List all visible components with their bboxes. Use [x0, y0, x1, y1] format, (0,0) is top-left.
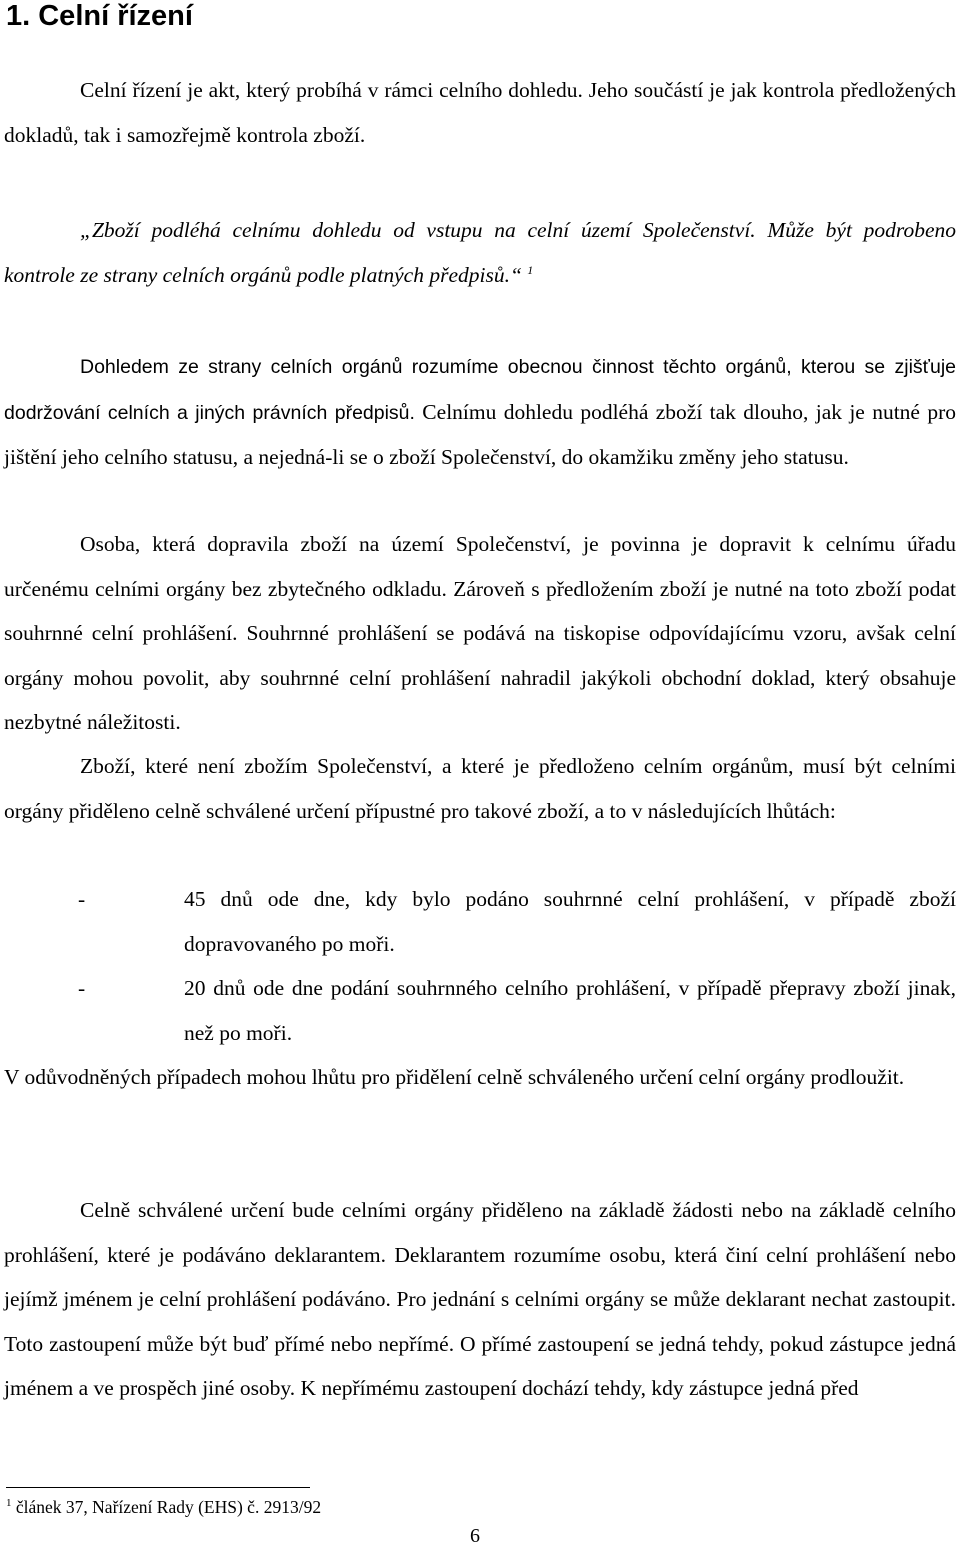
footnote-text: článek 37, Nařízení Rady (EHS) č. 2913/92 [11, 1497, 322, 1517]
footnote-number: 1 [6, 1497, 12, 1510]
paragraph-intro: Celní řízení je akt, který probíhá v rámci celního dohledu. Jeho součástí je jak kontrola předložených dokladů, tak i samozřejmě kontrola zboží. [4, 78, 956, 147]
list-dash: - [78, 887, 86, 911]
footnote [6, 1496, 321, 1518]
paragraph-prodlouzeni: V odůvodněných případech mohou lhůtu pro přidělení celně schváleného určení celní orgány prodloužit. [4, 1065, 905, 1089]
paragraph-lhuty: Zboží, které není zbožím Společenství, a které je předloženo celním orgánům, musí být celními orgány přiděleno celně schválené určení přípustné pro takové zboží, a to v následujících lhůtách: [4, 754, 956, 823]
paragraph-dohled: Dohledem ze strany celních orgánů rozumíme obecnou činnost těchto orgánů, kterou se zjišťuje dodržování celních a jiných právních předpisů. Celnímu dohledu podléhá zboží tak dlouho, jak je nutné pro jištění jeho celního statusu, a nejedná-li se o zboží Společenství, do okamžiku změny jeho statusu. [4, 356, 956, 469]
quote-text: „Zboží podléhá celnímu dohledu od vstupu na celní území Společenství. Může být podrobeno kontrole ze strany celních orgánů podle platných předpisů.“ [4, 218, 956, 287]
page-number: 6 [470, 1525, 480, 1547]
dohled-definition: Dohledem ze strany celních orgánů rozumíme obecnou činnost těchto orgánů, kterou se zjišťuje dodržování celních a jiných právních předpisů. [4, 356, 956, 424]
list-item-text: 20 dnů ode dne podání souhrnného celního prohlášení, v případě přepravy zboží jinak, než po moři. [184, 976, 956, 1045]
footnote-divider [6, 1487, 310, 1488]
paragraph-deklarant: Celně schválené určení bude celními orgány přiděleno na základě žádosti nebo na základě celního prohlášení, které je podáváno deklarantem. Deklarantem rozumíme osobu, která činí celní prohlášení nebo jejímž jménem je celní prohlášení podáváno. Pro jednání s celními orgány se může deklarant nechat zastoupit. Toto zastoupení může být buď přímé nebo nepřímé. O přímé zastoupení se jedná tehdy, pokud zástupce jedná jménem a ve prospěch jiné osoby. K nepřímému zastoupení dochází tehdy, kdy zástupce jedná před [4, 1198, 956, 1400]
term-celni-rizeni: Celní řízení [80, 78, 182, 102]
quote-paragraph [4, 208, 956, 297]
list-item-text: 45 dnů ode dne, kdy bylo podáno souhrnné celní prohlášení, v případě zboží dopravovaného po moři. [184, 887, 956, 956]
footnote-reference: 1 [527, 262, 534, 277]
paragraph-osoba: Osoba, která dopravila zboží na území Společenství, je povinna je dopravit k celnímu úřadu určenému celními orgány bez zbytečného odkladu. Zároveň s předložením zboží je nutné na toto zboží podat souhrnné celní prohlášení. Souhrnné prohlášení se podává na tiskopise odpovídajícímu vzoru, avšak celní orgány mohou povolit, aby souhrnné celní prohlášení nahradil jakýkoli obchodní doklad, který obsahuje nezbytné náležitosti. [4, 532, 956, 734]
list-dash: - [78, 976, 86, 1000]
section-heading: 1. Celní řízení [6, 0, 193, 32]
